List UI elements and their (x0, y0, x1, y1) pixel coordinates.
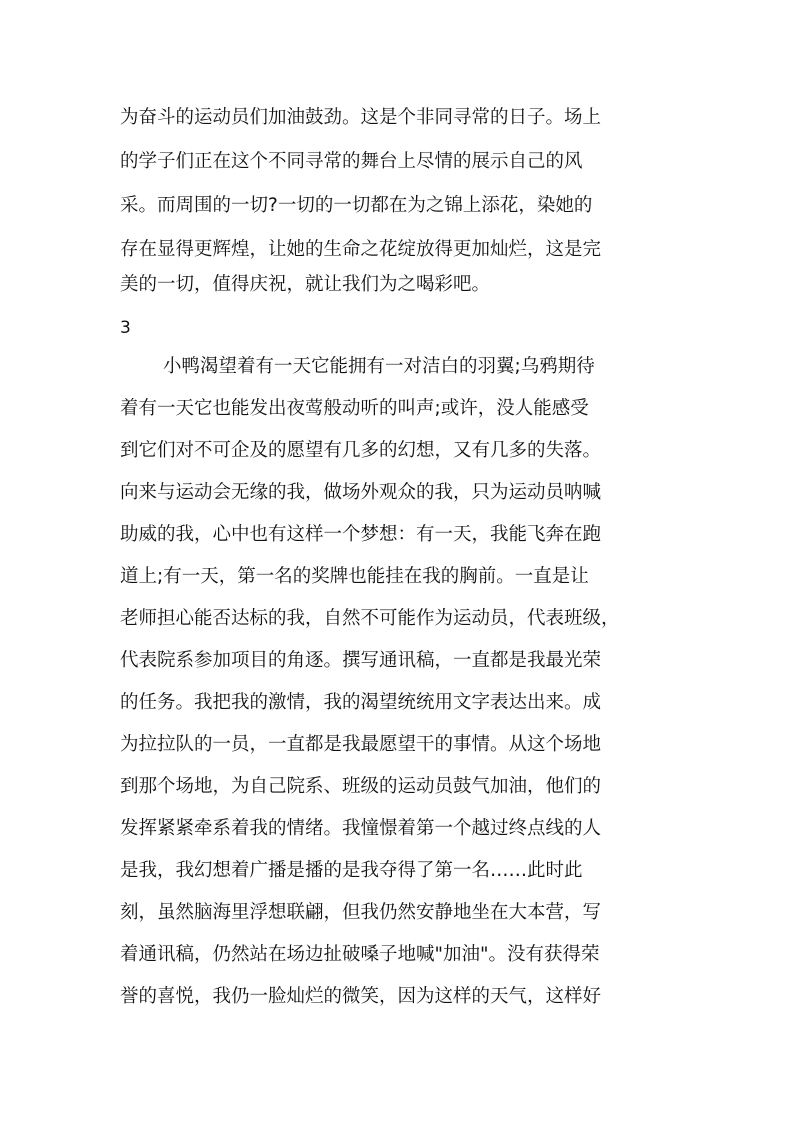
paragraph-1-line-3: 采。而周围的一切?一切的一切都在为之锦上添花，染她的 (120, 195, 593, 216)
paragraph-2-line-12: 发挥紧紧牵系着我的情绪。我憧憬着第一个越过终点线的人 (120, 818, 602, 839)
paragraph-2-line-3: 到它们对不可企及的愿望有几多的幻想，又有几多的失落。 (120, 440, 602, 461)
paragraph-2-line-8: 代表院系参加项目的角逐。撰写通讯稿，一直都是我最光荣 (120, 650, 602, 671)
paragraph-1-line-2: 的学子们正在这个不同寻常的舞台上尽情的展示自己的风 (120, 151, 583, 172)
paragraph-2-line-2: 着有一天它也能发出夜莺般动听的叫声;或许，没人能感受 (120, 398, 589, 419)
paragraph-1-line-4: 存在显得更辉煌，让她的生命之花绽放得更加灿烂，这是完 (120, 239, 602, 260)
paragraph-2-line-10: 为拉拉队的一员，一直都是我最愿望干的事情。从这个场地 (120, 734, 602, 755)
paragraph-2-line-11: 到那个场地，为自己院系、班级的运动员鼓气加油，他们的 (120, 776, 602, 797)
paragraph-2-line-4: 向来与运动会无缘的我，做场外观众的我，只为运动员呐喊 (120, 482, 602, 503)
paragraph-1-line-5: 美的一切，值得庆祝，就让我们为之喝彩吧。 (120, 274, 491, 295)
paragraph-2-line-6: 道上;有一天，第一名的奖牌也能挂在我的胸前。一直是让 (120, 566, 589, 587)
paragraph-1-line-1: 为奋斗的运动员们加油鼓劲。这是个非同寻常的日子。场上 (120, 107, 602, 128)
paragraph-2-line-16: 誉的喜悦，我仍一脸灿烂的微笑，因为这样的天气，这样好 (120, 986, 602, 1007)
paragraph-2-line-13: 是我，我幻想着广播是播的是我夺得了第一名……此时此 (120, 860, 583, 881)
paragraph-2-line-7: 老师担心能否达标的我，自然不可能作为运动员，代表班级， (120, 608, 620, 629)
paragraph-2-line-15: 着通讯稿，仍然站在场边扯破嗓子地喊"加油"。没有获得荣 (120, 944, 600, 965)
paragraph-2-line-1: 小鸭渴望着有一天它能拥有一对洁白的羽翼;乌鸦期待 (163, 356, 595, 377)
paragraph-2-line-14: 刻，虽然脑海里浮想联翩，但我仍然安静地坐在大本营，写 (120, 902, 602, 923)
paragraph-2-line-5: 助威的我，心中也有这样一个梦想：有一天，我能飞奔在跑 (120, 524, 602, 545)
paragraph-2-line-9: 的任务。我把我的激情，我的渴望统统用文字表达出来。成 (120, 692, 602, 713)
section-number: 3 (120, 318, 131, 338)
